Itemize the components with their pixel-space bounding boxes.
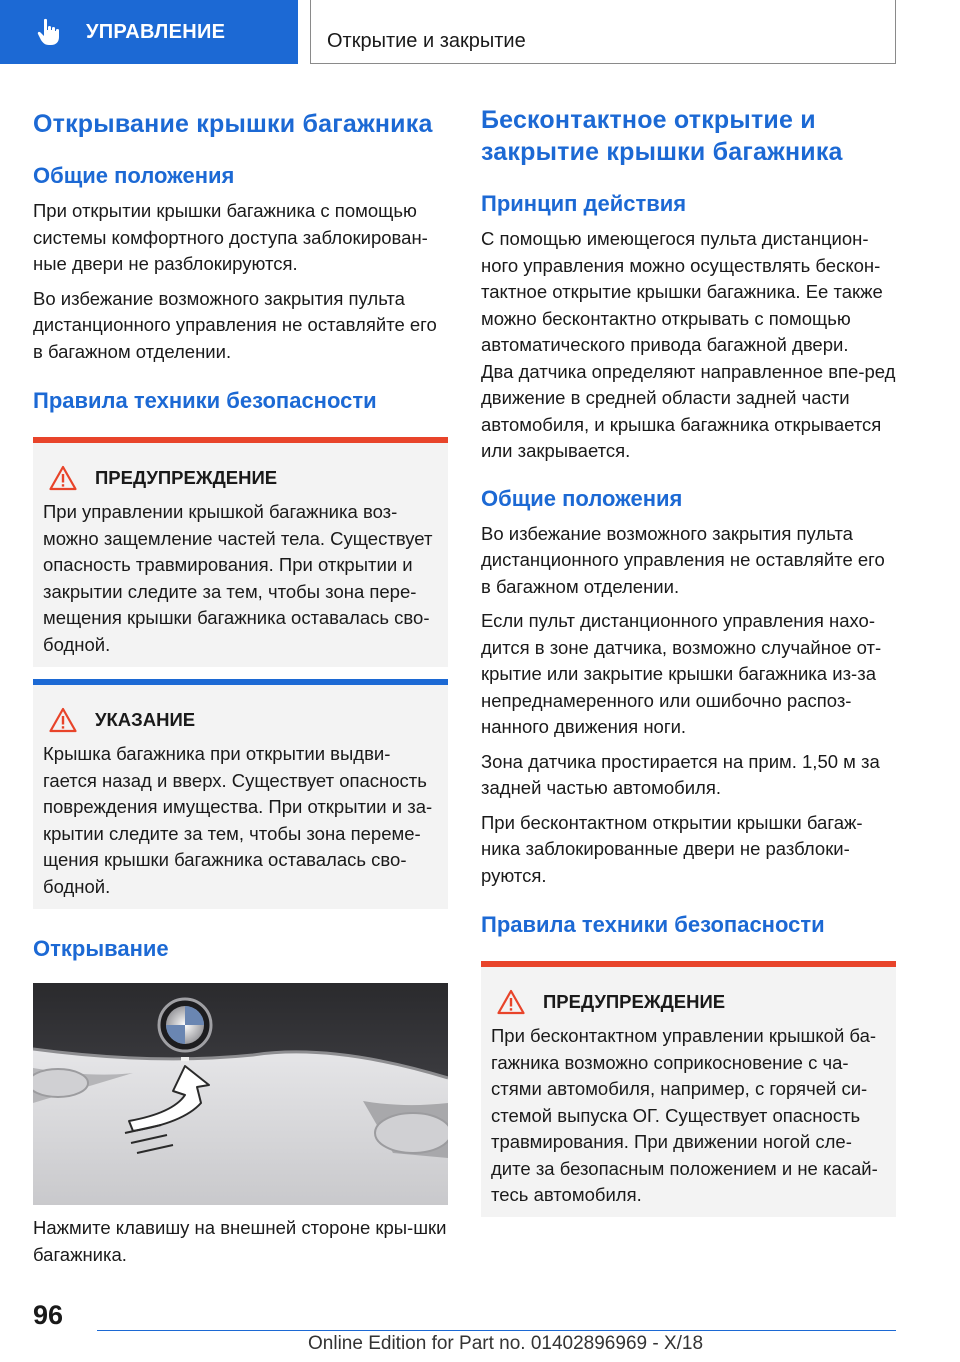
warning-triangle-icon [49,465,77,491]
left-column [33,100,448,1268]
note-box [33,679,448,909]
general-heading: Общие положения [33,163,235,188]
warning-title: ПРЕДУПРЕЖДЕНИЕ [95,467,278,488]
footer-rule [97,1330,896,1331]
opening-heading: Открывание [33,936,169,961]
general-paragraph-r1: Во избежание возможного закрытия пульта дистанционного управления не оставляйте его в багажном отделении. [481,522,885,597]
safety-heading-right: Правила техники безопасности [481,912,825,937]
safety-heading: Правила техники безопасности [33,388,377,413]
note-text: Крышка багажника при открытии выдви-гается назад и вверх. Существует опасность повреждения имущества. При открытии и за-крытии следите за тем, чтобы зона переме-щения крышки багажника оставалась сво-бодной. [43,743,433,897]
warning-triangle-icon [497,989,525,1015]
general-paragraph-r4: При бесконтактном открытии крышки багаж-ника заблокированные двери не разблоки-руются. [481,811,863,886]
trunk-button-illustration [33,983,448,1205]
breadcrumb: Открытие и закрытие [310,0,896,64]
warning-triangle-icon [49,707,77,733]
general-paragraph-1: При открытии крышки багажника с помощью системы комфортного доступа заблокирован-ные двери не разблокируются. [33,200,428,274]
note-title: УКАЗАНИЕ [95,709,196,730]
section-title-right: Бесконтактное открытие и закрытие крышки багажника [481,106,843,166]
warning-text-right: При бесконтактном управлении крышкой ба-гажника возможно соприкосновение с ча-стями автомобиля, например, с горячей си-стемой выпуска ОГ. Существует опасность травмирования. При движении ногой сле-дите за безопасным положением и не касай-тесь автомобиля. [491,1025,878,1205]
warning-title-right: ПРЕДУПРЕЖДЕНИЕ [543,991,726,1012]
general-paragraph-2: Во избежание возможного закрытия пульта дистанционного управления не оставляйте его в багажном отделении. [33,287,437,362]
principle-paragraph-2: Два датчика определяют направленное впе-ред движение в средней области задней части автомобиля, и крышка багажника открывается или закрывается. [481,360,896,461]
general-paragraph-r2: Если пульт дистанционного управления нахо-дится в зоне датчика, возможно случайное от-крытие или закрытие крышки багажника из-за непреднамеренного или ошибочно распоз-нанного движения ноги. [481,610,882,737]
section-tab[interactable] [0,0,298,64]
right-column [481,100,896,1217]
illustration-caption: Нажмите клавишу на внешней стороне кры-шки багажника. [33,1217,447,1265]
warning-box-right [481,961,896,1217]
warning-text: При управлении крышкой багажника воз-можно защемление частей тела. Существует опасность травмирования. При открытии и закрытии следите за тем, чтобы зона пере-мещения крышки багажника оставалась сво-бодной. [43,501,433,655]
principle-heading: Принцип действия [481,191,687,216]
footer-edition: Online Edition for Part no. 01402896969 - X/18 [308,1333,704,1354]
page-number: 96 [33,1300,64,1330]
section-label: УПРАВЛЕНИЕ [86,20,226,43]
section-title: Открывание крышки багажника [33,110,433,138]
principle-paragraph-1: С помощью имеющегося пульта дистанцион-ного управления можно осуществлять бескон-тактное открытие крышки багажника. Ее также можно бесконтактно открывать с помощью автоматического привода багажной двери. [481,228,883,355]
warning-box [33,437,448,667]
general-heading-right: Общие положения [481,485,683,511]
hand-pointer-icon [36,18,64,46]
general-paragraph-r3: Зона датчика простирается на прим. 1,50 м за задней частью автомобиля. [481,750,880,798]
